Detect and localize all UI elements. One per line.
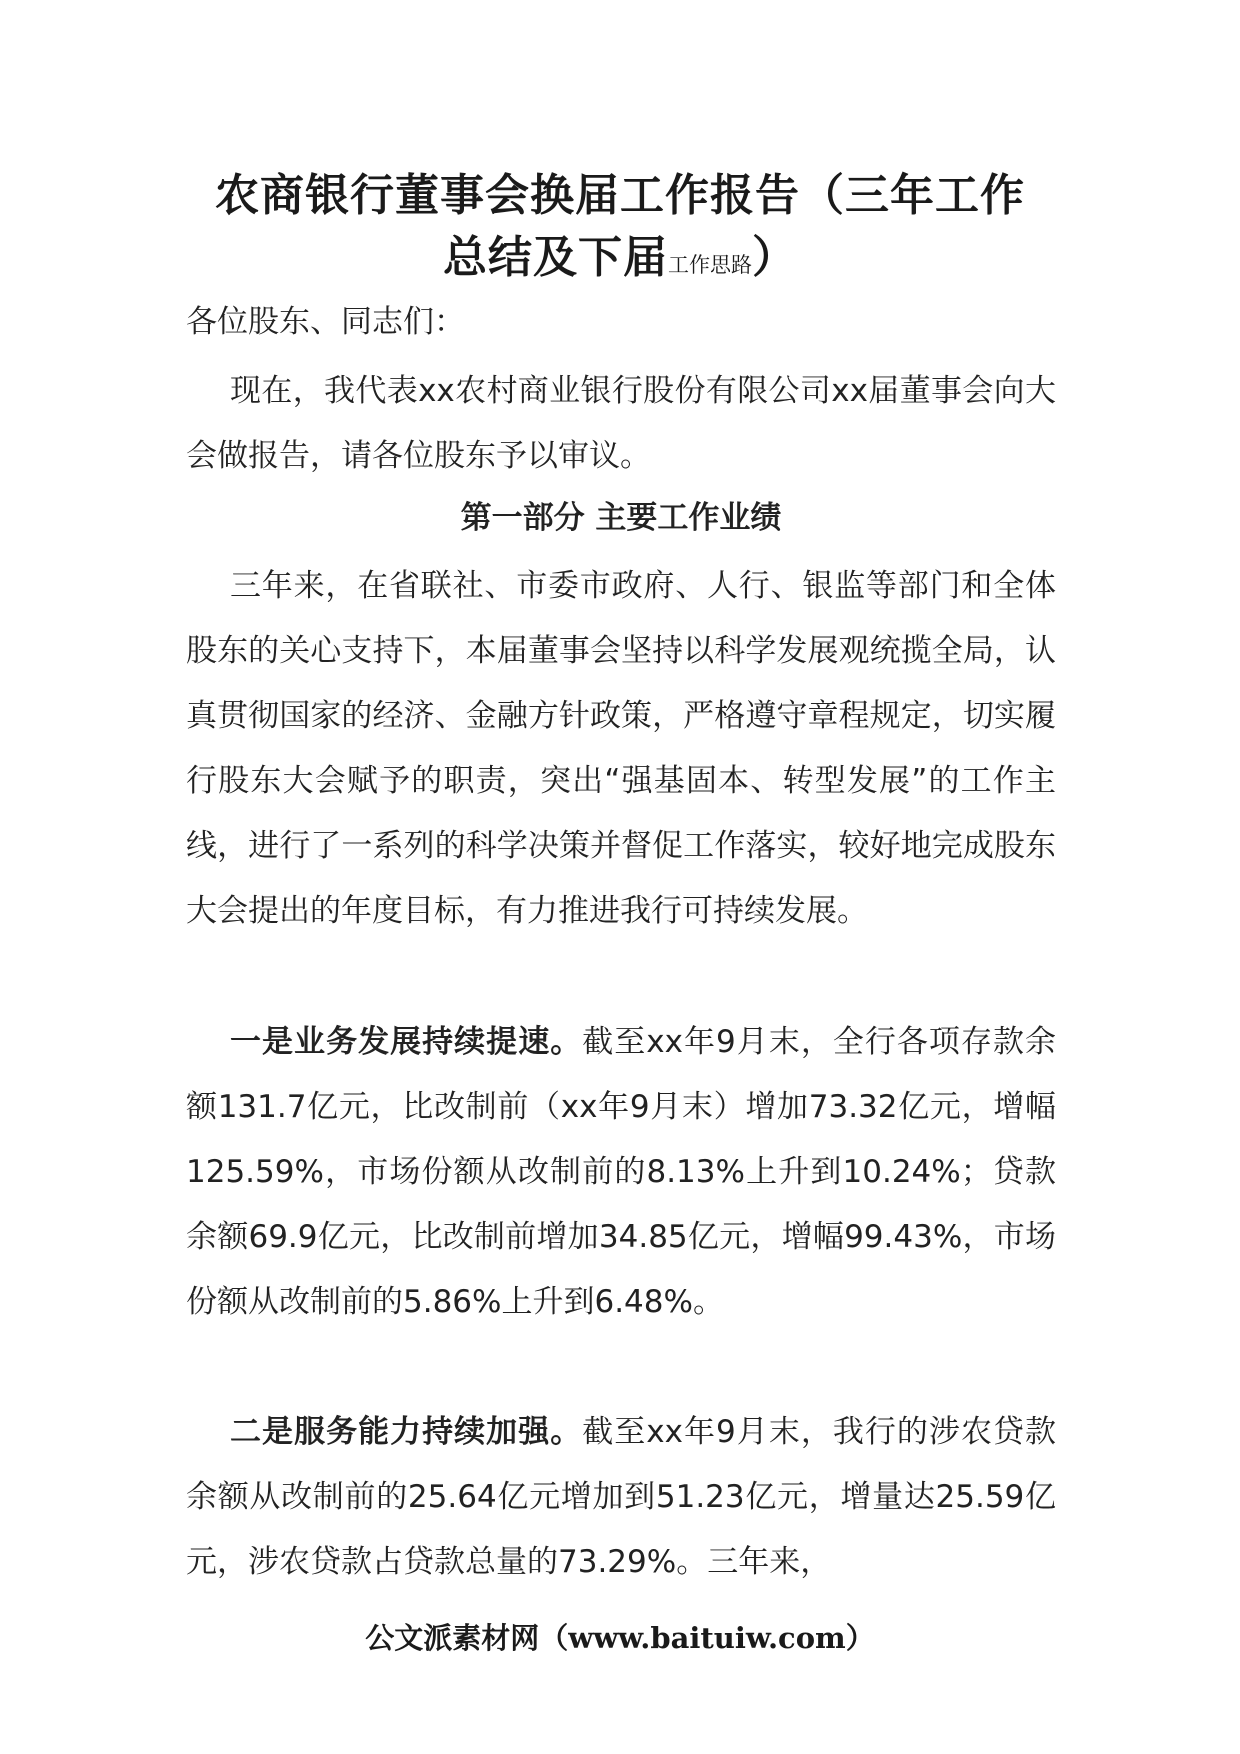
title-line-1-text: 农商银行董事会换届工作报告（三年工作 — [215, 170, 1025, 221]
document-title-line-1 — [170, 166, 1070, 226]
title-line-2-close: ） — [752, 232, 797, 283]
title-line-2-small: 工作思路 — [668, 253, 752, 277]
salutation: 各位股东、同志们： — [186, 304, 465, 340]
document-title-line-2 — [170, 228, 1070, 295]
paragraph-service-capacity — [186, 1400, 1056, 1595]
paragraph-business-growth — [186, 1010, 1056, 1335]
paragraph-business-growth-lead: 一是业务发展持续提速。 — [230, 1024, 583, 1060]
title-line-2-main: 总结及下届 — [443, 232, 668, 283]
paragraph-service-capacity-lead: 二是服务能力持续加强。 — [230, 1414, 583, 1450]
footer-source: 公文派素材网（www.baituiw.com） — [365, 1621, 875, 1655]
paragraph-overview: 三年来，在省联社、市委市政府、人行、银监等部门和全体股东的关心支持下，本届董事会坚持以科学发展观统揽全局，认真贯彻国家的经济、金融方针政策，严格遵守章程规定，切实履行股东大会赋予的职责，突出“强基固本、转型发展”的工作主线，进行了一系列的科学决策并督促工作落实，较好地完成股东大会提出的年度目标，有力推进我行可持续发展。 — [186, 568, 1056, 929]
section-heading: 第一部分 主要工作业绩 — [460, 500, 782, 536]
paragraph-service-capacity-body: 截至xx年9月末，我行的涉农贷款余额从改制前的25.64亿元增加到51.23亿元，增量达25.59亿元，涉农贷款占贷款总量的73.29%。三年来， — [186, 1414, 1057, 1580]
paragraph-business-growth-body: 截至xx年9月末，全行各项存款余额131.7亿元，比改制前（xx年9月末）增加73.32亿元，增幅125.59%，市场份额从改制前的8.13%上升到10.24%；贷款余额69.9亿元，比改制前增加34.85亿元，增幅99.43%，市场份额从改制前的5.86%上升到6.48%。 — [186, 1024, 1057, 1320]
paragraph-intro: 现在，我代表xx农村商业银行股份有限公司xx届董事会向大会做报告，请各位股东予以审议。 — [186, 373, 1056, 474]
